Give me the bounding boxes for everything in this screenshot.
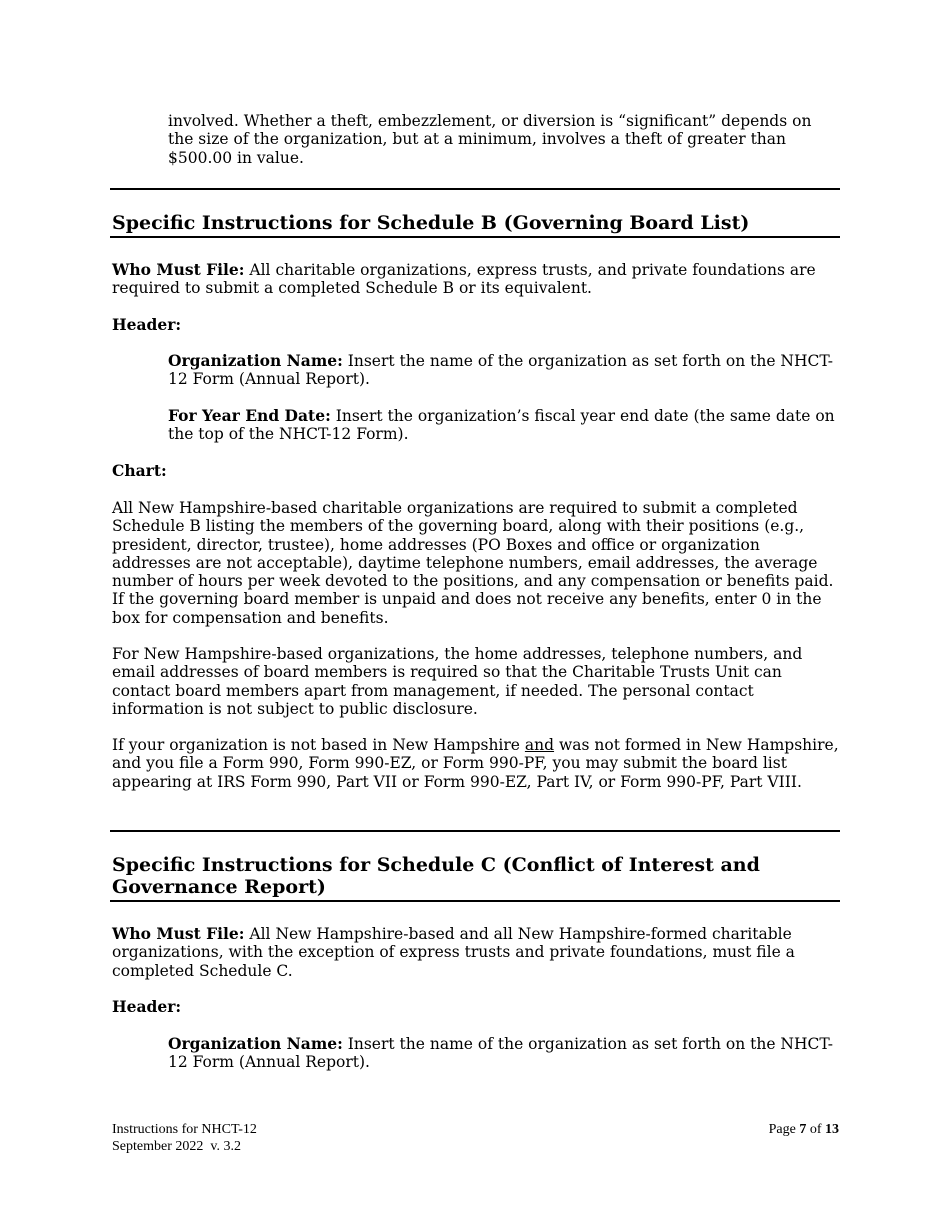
schedule-b-header-label: Header: [112,315,182,334]
who-must-file-text: All charitable organizations, express trusts, and private foundations are required to submit a completed Schedule B or its equivalent. [112,261,816,298]
org-name-label: Organization Name: [168,1034,343,1053]
schedule-b-chart-label: Chart: [112,461,167,480]
schedule-b-paragraph-3: If your organization is not based in New Hampshire and was not formed in New Hampshire, and you file a Form 990, Form 990-EZ, or Form 990-PF, you may submit the board list appearing at IRS Form 990, Part VII or Form 990-EZ, Part IV, or Form 990-PF, Part VIII. [112,736,839,791]
schedule-b-who-must-file [112,261,840,298]
who-must-file-text: All New Hampshire-based and all New Hampshire-formed charitable organizations, with the exception of express trusts and private foundations, must file a completed Schedule C. [112,925,795,980]
footer-left [112,1121,257,1155]
schedule-c-who-must-file [112,925,840,980]
intro-continued-paragraph: involved. Whether a theft, embezzlement, or diversion is “significant” depends on the size of the organization, but at a minimum, involves a theft of greater than $500.00 in value. [168,112,812,167]
schedule-b-org-name [168,352,840,389]
org-name-text: Insert the name of the organization as set forth on the NHCT-12 Form (Annual Report). [168,352,833,389]
org-name-label: Organization Name: [168,351,343,370]
heading-underline [110,900,840,902]
footer-version: September 2022 v. 3.2 [112,1139,241,1154]
schedule-c-header-label: Header: [112,997,182,1016]
footer-doc-title: Instructions for NHCT-12 [112,1122,257,1137]
org-name-text: Insert the name of the organization as set forth on the NHCT-12 Form (Annual Report). [168,1035,833,1072]
footer-page-number: Page 7 of 13 [768,1122,839,1137]
schedule-b-paragraph-2: For New Hampshire-based organizations, the home addresses, telephone numbers, and email addresses of board members is required so that the Charitable Trusts Unit can contact board members apart from management, if needed. The personal contact information is not subject to public disclosure. [112,645,803,718]
year-end-label: For Year End Date: [168,406,331,425]
schedule-b-year-end [168,407,840,444]
who-must-file-label: Who Must File: [112,924,245,943]
heading-underline [110,236,840,238]
schedule-b-paragraph-1: All New Hampshire-based charitable organizations are required to submit a completed Schedule B listing the members of the governing board, along with their positions (e.g., president, director, trustee), home addresses (PO Boxes and office or organization addresses are not acceptable), daytime telephone numbers, email addresses, the average number of hours per week devoted to the positions, and any compensation or benefits paid. If the governing board member is unpaid and does not receive any benefits, enter 0 in the box for compensation and benefits. [112,499,834,627]
schedule-c-heading: Specific Instructions for Schedule C (Conflict of Interest and Governance Report) [112,854,760,898]
and-underlined: and [524,736,555,754]
section-divider [110,830,840,832]
schedule-b-heading: Specific Instructions for Schedule B (Governing Board List) [112,212,750,234]
year-end-text: Insert the organization’s fiscal year end date (the same date on the top of the NHCT-12 Form). [168,407,835,444]
section-divider [110,188,840,190]
who-must-file-label: Who Must File: [112,260,245,279]
schedule-c-org-name [168,1035,840,1072]
